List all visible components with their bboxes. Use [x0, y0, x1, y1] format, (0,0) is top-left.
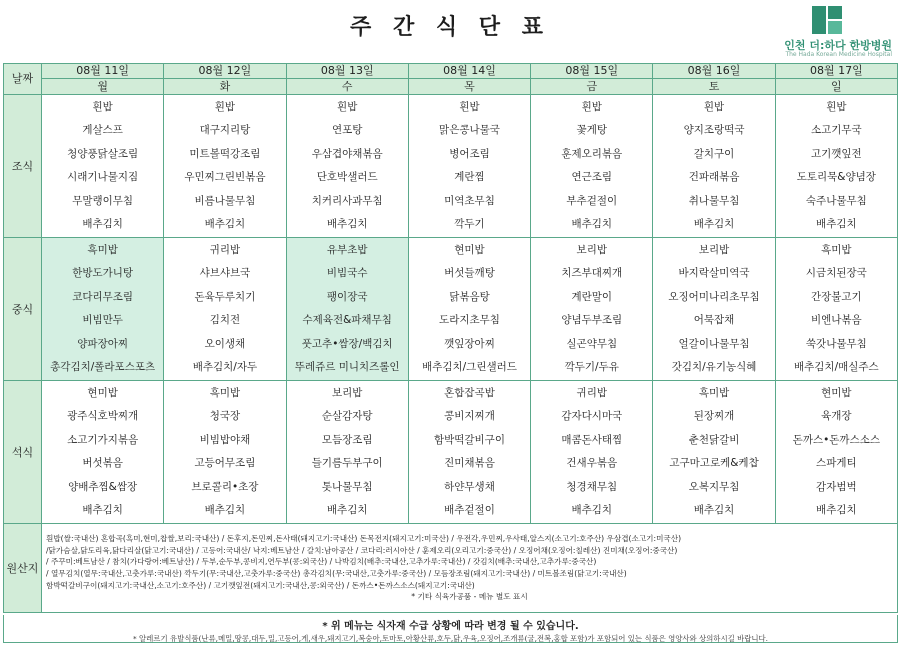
- menu-item: 시금치된장국: [805, 267, 867, 279]
- dinner-cell: [531, 381, 653, 524]
- menu-item: 청양풍닭살조림: [67, 147, 139, 160]
- menu-item: 한방도가니탕: [72, 267, 134, 279]
- menu-item: 흑미밥: [87, 243, 118, 256]
- menu-item: 팽이장국: [326, 290, 368, 303]
- menu-item: 혼합잡곡밥: [444, 386, 495, 399]
- page-title: 주 간 식 단 표: [350, 15, 550, 40]
- dinner-cell: [164, 381, 286, 524]
- menu-item: 양지조랑떡국: [683, 124, 745, 136]
- origin-line: * 기타 식육가공품 - 메뉴 별도 표시: [411, 592, 528, 602]
- menu-item: 게살스프: [82, 124, 123, 136]
- menu-item: 진미채볶음: [444, 457, 495, 469]
- menu-item: 얼갈이나물무침: [678, 337, 750, 350]
- menu-item: 현미밥: [454, 243, 485, 256]
- menu-item: 바지락살미역국: [678, 267, 750, 279]
- dinner-label: 석식: [4, 381, 42, 524]
- date-cell: 08월 11일: [42, 64, 164, 79]
- notice-box: [3, 615, 898, 643]
- origin-label: 원산지: [4, 524, 42, 613]
- menu-item: 꽃게탕: [576, 124, 607, 136]
- menu-item: 들기름두부구이: [311, 457, 383, 469]
- menu-item: 오이생채: [204, 337, 246, 350]
- menu-item: 춘천닭갈비: [688, 433, 740, 446]
- menu-item: 어묵잡채: [693, 314, 735, 326]
- breakfast-cell: [531, 95, 653, 238]
- menu-item: 총각김치/폴라포스포츠: [50, 361, 156, 373]
- menu-item: 실곤약무침: [566, 337, 618, 350]
- origin-line: /닭가슴살,닭도리육,닭다리살(닭고기:국내산) / 고등어:국내산/ 낙지:베트남산 / 갈치:남아공산 / 코다리:러시아산 / 훈제오리(오리고기:중국산) / 오징어채(오징어:칠레산) 진미채(오징어:중국산): [46, 545, 678, 555]
- menu-item: 건파래볶음: [688, 171, 740, 183]
- menu-item: 양배추찜&쌈장: [68, 480, 138, 493]
- menu-item: 병어조림: [449, 147, 490, 160]
- menu-item: 돈육두루치기: [194, 290, 256, 303]
- weekday-row: [4, 79, 898, 95]
- menu-item: 고구마고로케&케찹: [669, 457, 759, 469]
- logo-name: 인천 더:하다 한방병원: [784, 39, 892, 52]
- origin-line: 흰밥(쌀:국내산) 혼합곡(흑미,현미,찹쌀,보리:국내산) / 돈후지,돈민찌,돈사태(돼지고기:국내산) 돈목전지(돼지고기:미국산) / 우전각,우민찌,우사태,알스지(소고기:호주산) 우삼겹(소고기:미국산): [46, 534, 682, 544]
- allergy-notice: * 알레르기 유발식품(난류,메밀,땅콩,대두,밀,고등어,게,새우,돼지고기,복숭아,토마토,아황산류,호두,닭,우육,오징어,조개류(굴,전복,홍합 포함)가 포함되어 있는 식품은 영양사와 상의하시길 바랍니다.: [132, 634, 768, 643]
- date-label: 날짜: [4, 64, 42, 95]
- menu-item: 보리밥: [331, 386, 363, 399]
- menu-item: 배추김치: [204, 504, 246, 516]
- menu-item: 감자범벅: [816, 480, 857, 493]
- menu-item: 버섯볶음: [82, 457, 123, 469]
- menu-item: 오징어미나리초무침: [668, 290, 760, 303]
- menu-item: 귀리밥: [576, 386, 607, 399]
- weekday-cell: 금: [531, 79, 653, 95]
- weekday-cell: 화: [164, 79, 286, 95]
- weekday-cell: 목: [408, 79, 530, 95]
- menu-item: 김치전: [209, 314, 241, 326]
- menu-item: 뚜레쥬르 미니치즈롤인: [294, 361, 400, 373]
- menu-item: 배추김치: [816, 218, 857, 230]
- logo-subtitle: The Hada Korean Medicine Hospital: [785, 51, 892, 58]
- date-row: [4, 64, 898, 79]
- menu-item: 흰밥: [337, 100, 358, 113]
- lunch-cell: [42, 238, 164, 381]
- menu-item: 미트볼떡강조림: [189, 147, 261, 160]
- breakfast-cell: [286, 95, 408, 238]
- menu-item: 취나물무침: [688, 194, 740, 207]
- menu-item: 부추겉절이: [566, 194, 618, 207]
- menu-item: 배추김치/자두: [192, 361, 258, 373]
- menu-item: 코다리무조림: [72, 290, 134, 303]
- origin-line: / 열무김치(열무:국내산,고춧가루:국내산) 깍두기(무:국내산,고춧가루:중국산) 총각김치(무:국내산,고춧가루:중국산) / 모듬장조림(돼지고기:국내산) / 미트볼조림(닭고기:국내산): [46, 569, 627, 578]
- menu-item: 매콤돈사태찜: [561, 433, 623, 446]
- menu-item: 깻잎장아찌: [444, 337, 495, 350]
- dinner-row: [4, 381, 898, 524]
- menu-table: [3, 63, 898, 613]
- menu-item: 흰밥: [826, 100, 847, 113]
- menu-item: 치커리사과무침: [311, 194, 383, 207]
- menu-item: 현미밥: [87, 386, 118, 399]
- menu-item: 갓김치/유기농식혜: [671, 361, 757, 373]
- menu-item: 감자다시마국: [561, 410, 623, 422]
- breakfast-cell: [164, 95, 286, 238]
- menu-item: 비빔만두: [82, 314, 123, 326]
- weekday-cell: 월: [42, 79, 164, 95]
- menu-item: 갈치구이: [693, 147, 735, 160]
- menu-item: 훈제오리볶음: [561, 147, 623, 160]
- weekday-cell: 수: [286, 79, 408, 95]
- menu-item: 스파게티: [816, 457, 857, 469]
- menu-item: 시래기나물지짐: [67, 171, 139, 183]
- menu-item: 건새우볶음: [566, 457, 618, 469]
- menu-item: 단호박샐러드: [316, 171, 378, 183]
- menu-item: 흑미밥: [698, 386, 730, 399]
- menu-item: 흰밥: [214, 100, 236, 113]
- menu-item: 흰밥: [581, 100, 602, 113]
- menu-item: 보리밥: [698, 243, 730, 256]
- menu-item: 숙주나물무침: [805, 194, 867, 207]
- menu-item: 비름나물무침: [194, 194, 256, 207]
- menu-item: 배추김치: [82, 218, 123, 230]
- menu-item: 청경채무침: [566, 480, 618, 493]
- menu-item: 보리밥: [576, 243, 607, 256]
- menu-item: 비빔국수: [326, 267, 368, 279]
- menu-item: 맑은콩나물국: [439, 124, 500, 136]
- lunch-row: [4, 238, 898, 381]
- origin-line: / 주꾸미:베트남산 / 참치(가다랑어:베트남산) / 두부,순두부,콩비지,연두부(콩:외국산) / 나박김치(배추:국내산,고추가루:국내산) / 갓김치(배추:국내산,고추가루:중국산): [46, 557, 597, 567]
- menu-item: 하얀무생채: [444, 480, 495, 493]
- menu-item: 도라지초무침: [439, 314, 500, 326]
- menu-item: 도토리묵&양념장: [796, 171, 876, 183]
- menu-item: 양파장아찌: [77, 337, 128, 350]
- menu-item: 고등어무조림: [194, 457, 256, 469]
- breakfast-cell: [775, 95, 897, 238]
- date-cell: 08월 12일: [164, 64, 286, 79]
- hospital-logo: [762, 4, 892, 60]
- menu-item: 버섯들깨탕: [444, 267, 495, 279]
- menu-item: 현미밥: [821, 386, 852, 399]
- menu-item: 톳나물무침: [321, 480, 373, 493]
- menu-item: 청국장: [209, 410, 241, 422]
- menu-item: 배추김치: [693, 504, 735, 516]
- menu-item: 배추김치/그린샐러드: [422, 361, 517, 373]
- menu-item: 비빔밥야채: [199, 433, 251, 446]
- menu-item: 흰밥: [92, 100, 113, 113]
- lunch-cell: [531, 238, 653, 381]
- date-cell: 08월 16일: [653, 64, 775, 79]
- menu-item: 유부초밥: [326, 243, 368, 256]
- weekday-cell: 일: [775, 79, 897, 95]
- menu-item: 연근조림: [571, 171, 613, 183]
- menu-item: 배추김치: [816, 504, 857, 516]
- breakfast-label: 조식: [4, 95, 42, 238]
- lunch-label: 중식: [4, 238, 42, 381]
- breakfast-row: [4, 95, 898, 238]
- dinner-cell: [775, 381, 897, 524]
- breakfast-cell: [653, 95, 775, 238]
- menu-item: 샤브샤브국: [199, 267, 251, 279]
- dinner-cell: [653, 381, 775, 524]
- menu-item: 오복지무침: [688, 480, 740, 493]
- menu-item: 비엔나볶음: [810, 314, 862, 326]
- date-cell: 08월 17일: [775, 64, 897, 79]
- menu-item: 함박떡갈비구이: [433, 433, 505, 446]
- menu-item: 쑥갓나물무침: [805, 337, 867, 350]
- date-cell: 08월 15일: [531, 64, 653, 79]
- breakfast-cell: [42, 95, 164, 238]
- menu-item: 계란찜: [454, 171, 485, 183]
- menu-item: 귀리밥: [209, 243, 241, 256]
- menu-item: 수제육전&파채무침: [302, 314, 392, 326]
- menu-item: 대구지리탕: [199, 124, 251, 136]
- menu-item: 흰밥: [703, 100, 725, 113]
- lunch-cell: [653, 238, 775, 381]
- menu-item: 배추겉절이: [444, 504, 495, 516]
- menu-item: 고기깻잎전: [810, 147, 862, 160]
- menu-item: 배추김치: [326, 218, 368, 230]
- change-notice: * 위 메뉴는 식자재 수급 상황에 따라 변경 될 수 있습니다.: [322, 621, 579, 632]
- menu-item: 소고기가지볶음: [67, 433, 139, 446]
- menu-item: 배추김치: [571, 218, 613, 230]
- menu-item: 소고기무국: [810, 124, 862, 136]
- menu-item: 순살감자탕: [321, 410, 373, 422]
- origin-line: 함박떡갈비구이(돼지고기:국내산,소고기:호주산) / 고기깻잎전(돼지고기:국내산,콩:외국산) / 돈까스•돈까스소스(돼지고기:국내산): [46, 580, 475, 590]
- menu-item: 흰밥: [459, 100, 480, 113]
- weekday-cell: 토: [653, 79, 775, 95]
- lunch-cell: [775, 238, 897, 381]
- menu-item: 우삼겹야채볶음: [311, 147, 383, 160]
- logo-mark-icon: [812, 6, 842, 34]
- menu-item: 모듬장조림: [321, 433, 373, 446]
- menu-item: 흑미밥: [821, 243, 852, 256]
- menu-item: 연포탕: [331, 124, 363, 136]
- menu-item: 육개장: [821, 410, 852, 422]
- menu-item: 무말랭이무침: [72, 194, 134, 207]
- origin-cell: [42, 524, 898, 613]
- menu-item: 닭볶음탕: [449, 290, 490, 303]
- date-cell: 08월 14일: [408, 64, 530, 79]
- menu-item: 미역초무침: [444, 194, 495, 207]
- menu-item: 양념두부조림: [561, 314, 623, 326]
- dinner-cell: [42, 381, 164, 524]
- origin-row: [4, 524, 898, 613]
- dinner-cell: [408, 381, 530, 524]
- menu-item: 된장찌개: [693, 410, 735, 422]
- lunch-cell: [286, 238, 408, 381]
- menu-item: 배추김치: [204, 218, 246, 230]
- menu-item: 깍두기/두유: [564, 361, 619, 373]
- menu-item: 깍두기: [454, 218, 485, 230]
- menu-item: 콩비지찌개: [444, 410, 495, 422]
- menu-item: 간장불고기: [810, 290, 862, 303]
- menu-item: 배추김치: [571, 504, 613, 516]
- menu-item: 계란말이: [571, 290, 613, 303]
- menu-item: 배추김치: [693, 218, 735, 230]
- menu-item: 치즈부대찌개: [561, 267, 623, 279]
- date-cell: 08월 13일: [286, 64, 408, 79]
- menu-item: 돈까스•돈까스소스: [792, 433, 881, 446]
- menu-item: 배추김치: [82, 504, 123, 516]
- menu-item: 배추김치/매실주스: [794, 361, 879, 373]
- menu-item: 광주식호박찌개: [67, 410, 139, 422]
- lunch-cell: [408, 238, 530, 381]
- menu-item: 브로콜리•초장: [191, 480, 259, 493]
- dinner-cell: [286, 381, 408, 524]
- menu-item: 흑미밥: [209, 386, 241, 399]
- menu-item: 우민찌그린빈볶음: [184, 171, 266, 183]
- lunch-cell: [164, 238, 286, 381]
- menu-item: 배추김치: [326, 504, 368, 516]
- breakfast-cell: [408, 95, 530, 238]
- menu-item: 풋고추•쌈장/백김치: [301, 337, 393, 350]
